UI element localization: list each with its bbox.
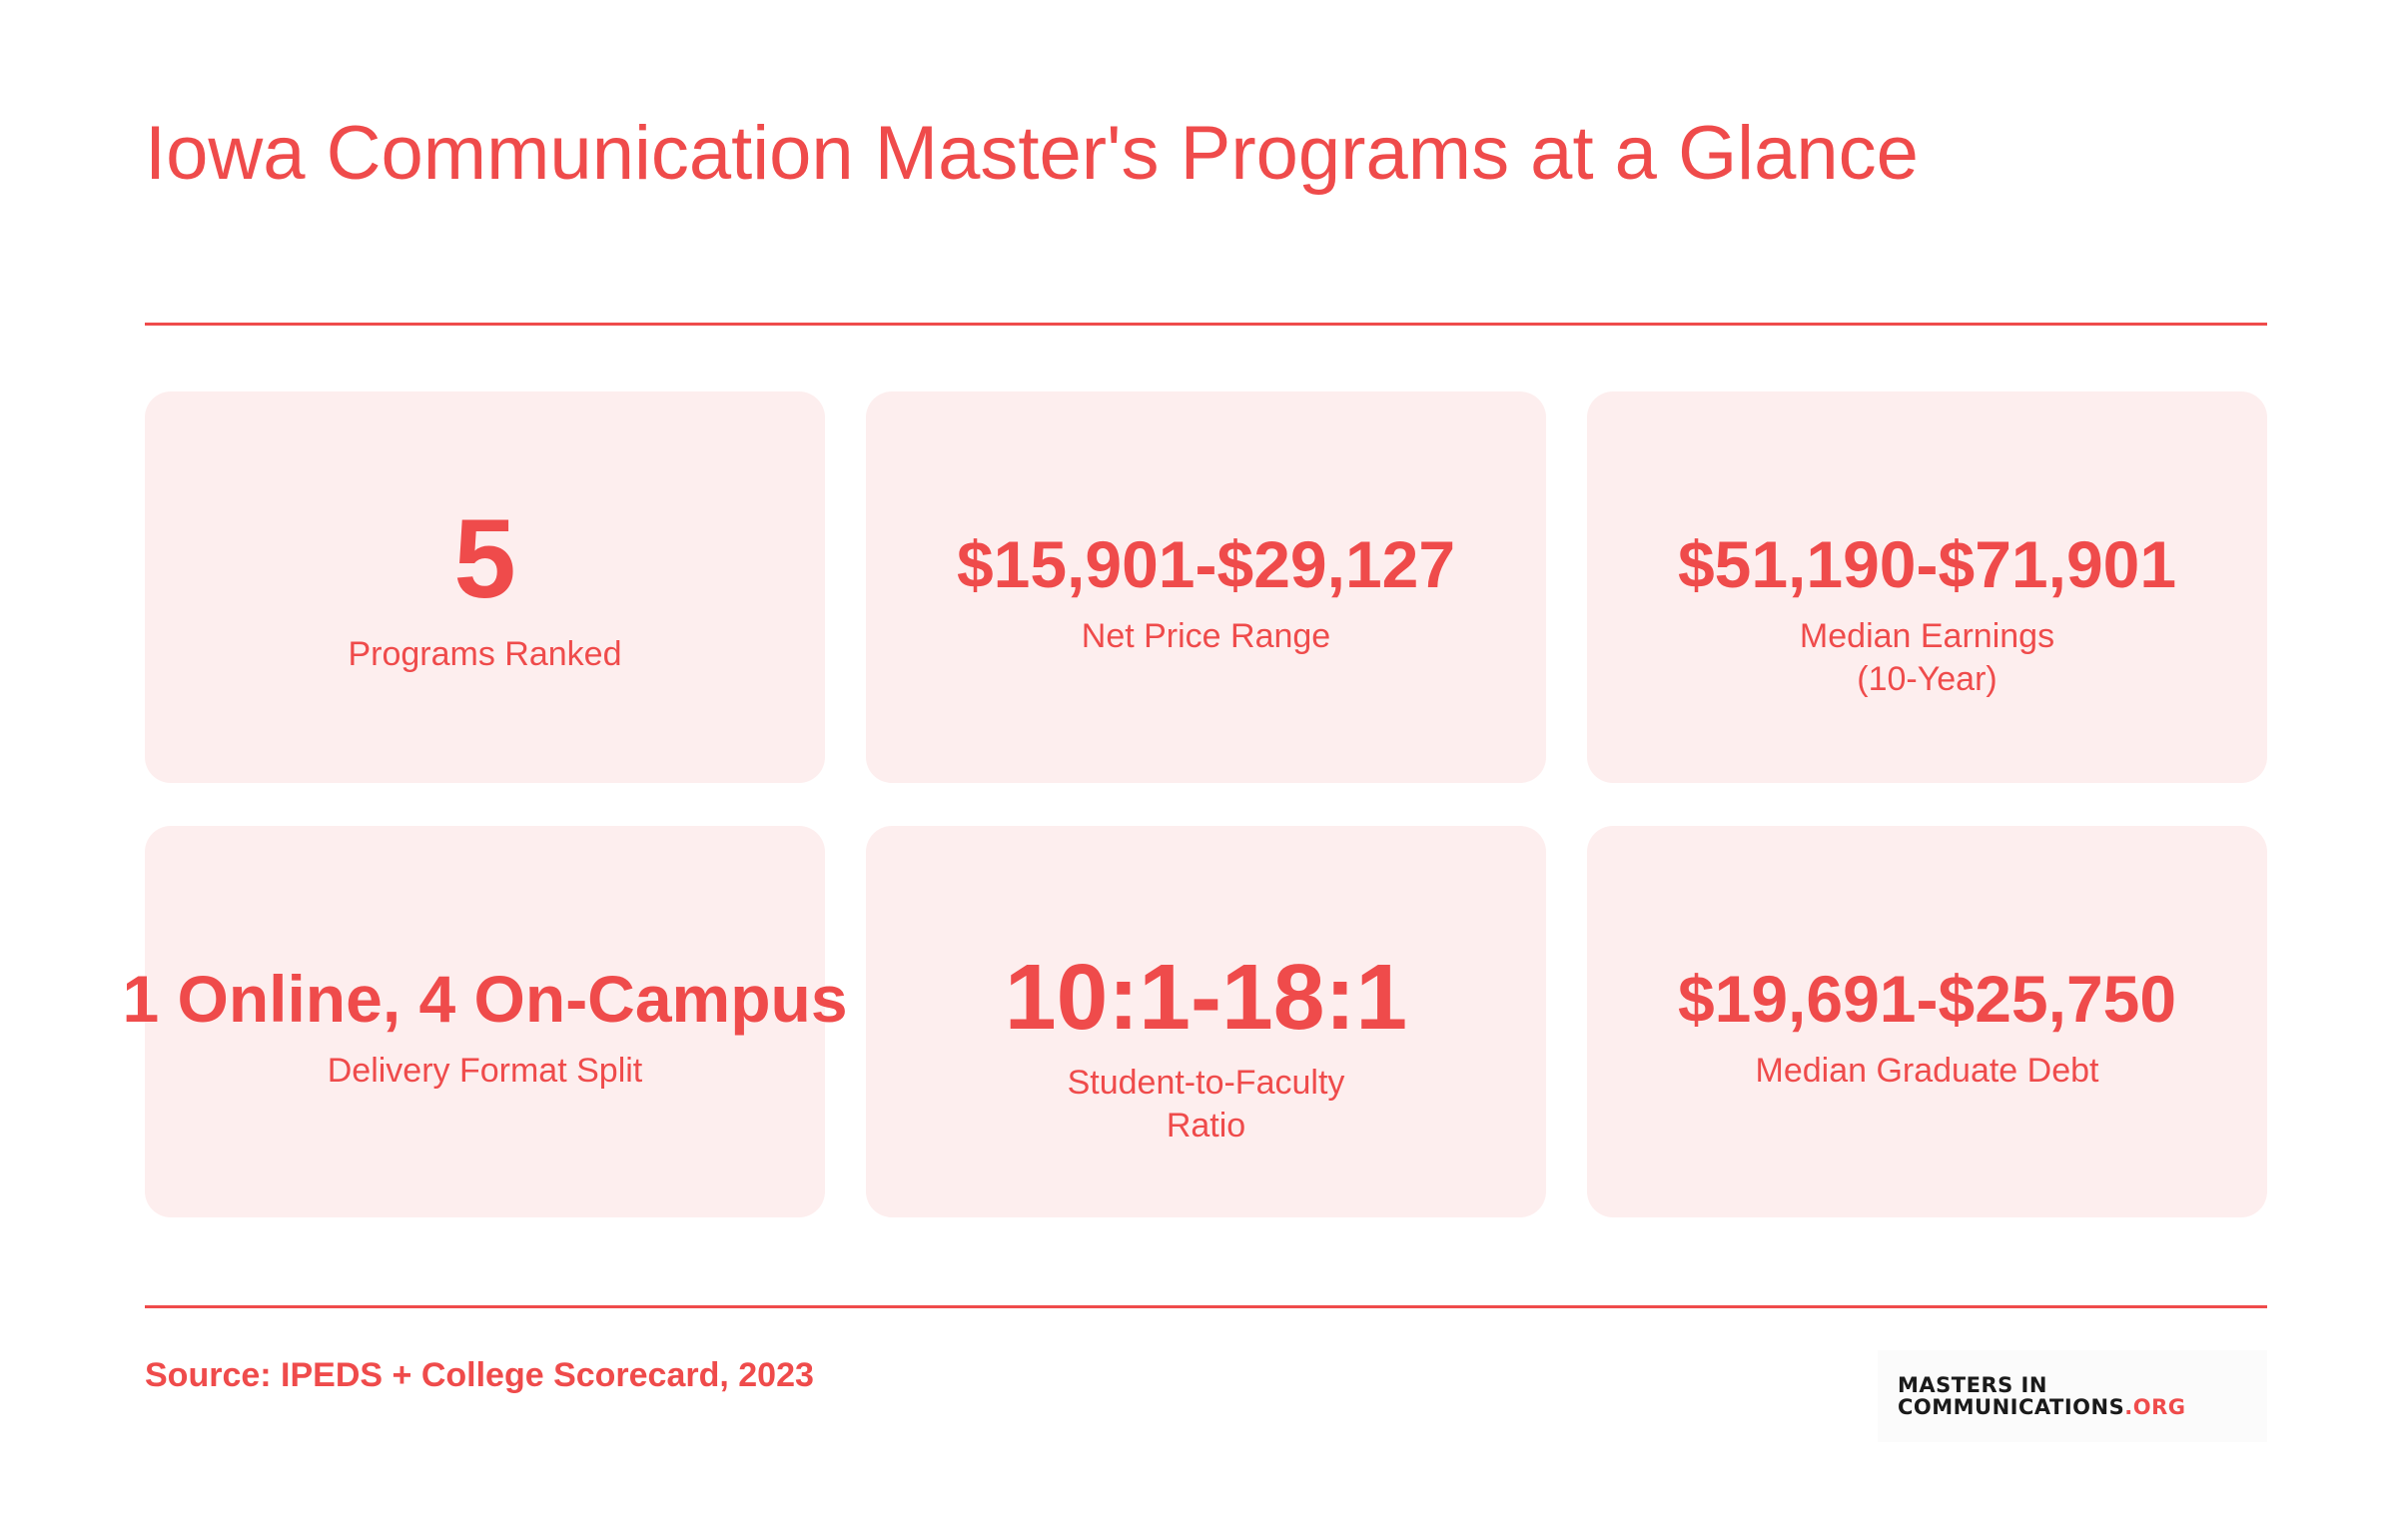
stat-label: Programs Ranked <box>348 635 622 673</box>
stat-value: $15,901-$29,127 <box>956 527 1456 601</box>
stat-value: 5 <box>453 496 516 621</box>
stat-value: $51,190-$71,901 <box>1677 527 2177 601</box>
stat-card-student-faculty-ratio <box>866 826 1546 1217</box>
logo-line-2 <box>1898 1396 2267 1418</box>
stat-value: $19,691-$25,750 <box>1677 962 2177 1036</box>
stat-card-programs-ranked <box>145 391 825 783</box>
stat-value: 10:1-18:1 <box>1004 945 1408 1049</box>
bottom-divider <box>145 1305 2267 1308</box>
logo-line-1: MASTERS IN <box>1898 1372 2047 1397</box>
logo-org-suffix: .ORG <box>2124 1395 2186 1419</box>
page-title: Iowa Communication Master's Programs at a Glance <box>145 111 1919 196</box>
stat-card-delivery-format <box>122 826 848 1217</box>
site-logo <box>1878 1350 2267 1442</box>
stat-label: Median Earnings (10-Year) <box>1799 617 2055 698</box>
stat-card-net-price-range <box>866 391 1546 783</box>
stat-label: Median Graduate Debt <box>1755 1052 2099 1090</box>
stats-grid <box>122 391 2267 1217</box>
stat-label: Student-to-Faculty Ratio <box>1067 1064 1345 1145</box>
source-note: Source: IPEDS + College Scorecard, 2023 <box>145 1356 814 1394</box>
stat-card-median-graduate-debt <box>1587 826 2267 1217</box>
stat-card-median-earnings <box>1587 391 2267 783</box>
logo-main-text: COMMUNICATIONS <box>1898 1395 2125 1419</box>
stat-value: 1 Online, 4 On-Campus <box>122 962 848 1036</box>
stat-label: Net Price Range <box>1081 617 1331 655</box>
stat-label: Delivery Format Split <box>327 1052 643 1090</box>
top-divider <box>145 323 2267 326</box>
